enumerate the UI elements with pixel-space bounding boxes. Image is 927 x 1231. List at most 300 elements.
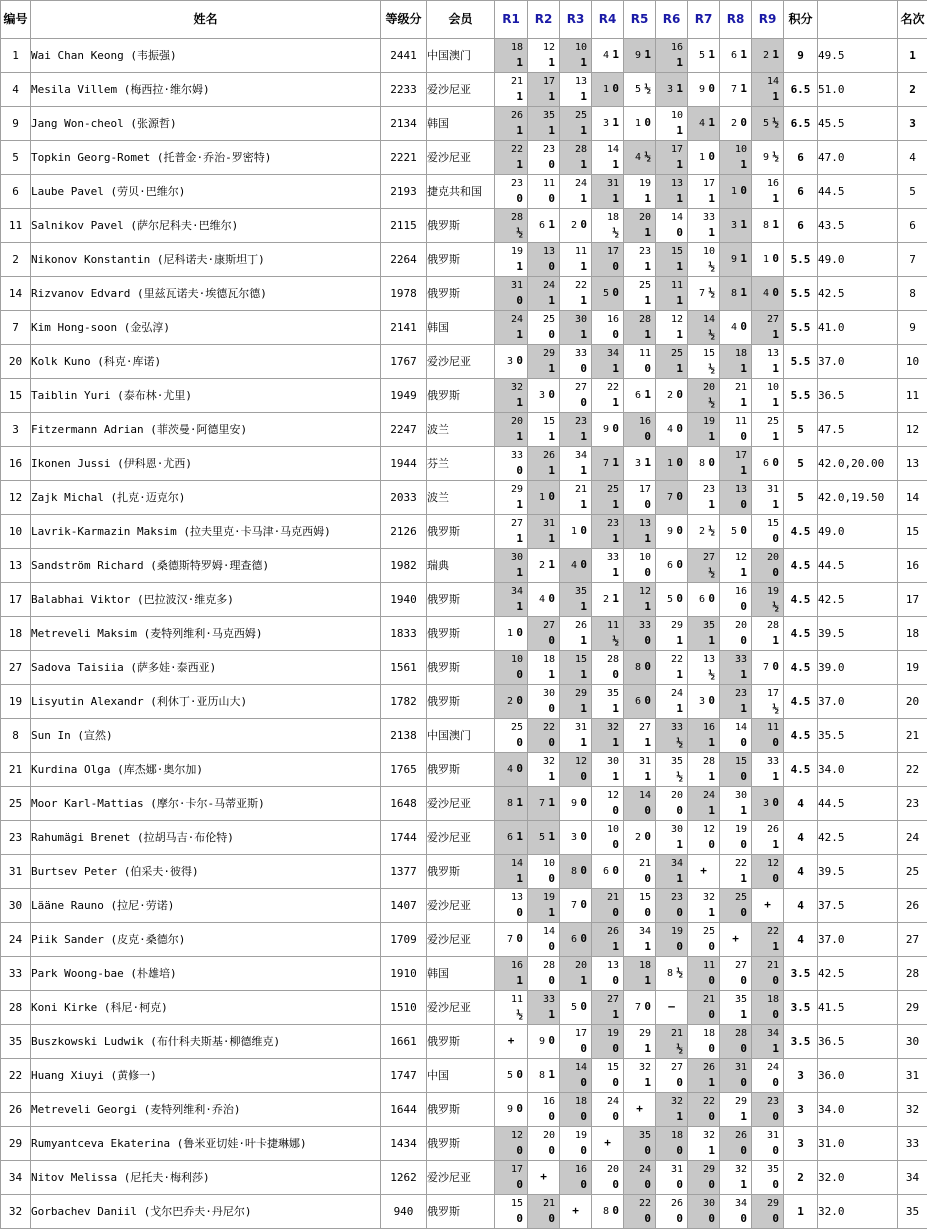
opponent-number: 15 [734, 756, 747, 767]
game-score: 1 [612, 592, 619, 605]
player-rank: 22 [898, 753, 927, 787]
round-6-result [656, 73, 688, 107]
opponent-number: 35 [734, 994, 747, 1005]
round-3-result [560, 651, 592, 685]
round-3-result [560, 447, 592, 481]
round-3-result [560, 277, 592, 311]
opponent-number: 25 [670, 348, 683, 359]
game-score: 1 [676, 702, 683, 715]
opponent-number: 6 [730, 50, 737, 61]
opponent-number: 10 [542, 858, 555, 869]
round-4-result [592, 277, 624, 311]
player-rank: 19 [898, 651, 927, 685]
opponent-number: 30 [702, 1198, 715, 1209]
round-8-result [720, 209, 752, 243]
game-score: 1 [676, 838, 683, 851]
game-score: 1 [548, 796, 555, 809]
player-tiebreak: 39.5 [818, 617, 898, 651]
round-6-result [656, 379, 688, 413]
round-9-result [752, 719, 784, 753]
round-9-result [752, 277, 784, 311]
player-federation: 俄罗斯 [427, 685, 495, 719]
player-rank: 14 [898, 481, 927, 515]
round-6-result [656, 617, 688, 651]
round-7-result [688, 481, 720, 515]
opponent-number: 27 [734, 960, 747, 971]
table-row [1, 1093, 927, 1127]
round-5-result [624, 787, 656, 821]
game-score: 0 [644, 804, 651, 817]
game-score: 1 [516, 260, 523, 273]
opponent-number: 11 [510, 994, 523, 1005]
round-3-result [560, 345, 592, 379]
opponent-number: 6 [570, 934, 577, 945]
player-number: 29 [1, 1127, 31, 1161]
game-score: 0 [612, 864, 619, 877]
player-name: Ikonen Jussi (伊科恩·尤西) [31, 447, 381, 481]
round-7-result [688, 311, 720, 345]
player-name: Salnikov Pavel (萨尔尼科夫·巴维尔) [31, 209, 381, 243]
round-2-result [528, 1161, 560, 1195]
game-score: 0 [612, 82, 619, 95]
game-score: 0 [548, 490, 555, 503]
opponent-number: 8 [602, 1206, 609, 1217]
game-score: 1 [516, 532, 523, 545]
player-federation: 韩国 [427, 957, 495, 991]
opponent-number: 12 [606, 790, 619, 801]
round-7-result [688, 107, 720, 141]
game-score: ½ [708, 260, 715, 273]
player-tiebreak: 44.5 [818, 787, 898, 821]
opponent-number: 9 [570, 798, 577, 809]
opponent-number: 3 [666, 84, 673, 95]
opponent-number: 13 [638, 518, 651, 529]
round-1-result [495, 651, 528, 685]
player-rating: 2221 [381, 141, 427, 175]
opponent-number: 9 [538, 1036, 545, 1047]
opponent-number: 3 [634, 458, 641, 469]
game-score: 0 [772, 532, 779, 545]
round-5-result [624, 73, 656, 107]
player-points: 3 [784, 1059, 818, 1093]
round-1-result [495, 1059, 528, 1093]
game-score: 0 [516, 1068, 523, 1081]
header-round-1: R1 [495, 1, 528, 39]
round-3-result [560, 243, 592, 277]
player-rank: 31 [898, 1059, 927, 1093]
player-number: 8 [1, 719, 31, 753]
table-row [1, 243, 927, 277]
game-score: 0 [644, 830, 651, 843]
game-score: 1 [580, 328, 587, 341]
round-1-result [495, 345, 528, 379]
player-rating: 1910 [381, 957, 427, 991]
player-rating: 2247 [381, 413, 427, 447]
table-row [1, 209, 927, 243]
table-row [1, 379, 927, 413]
player-tiebreak: 34.0 [818, 1093, 898, 1127]
game-score: 0 [580, 898, 587, 911]
opponent-number: 14 [606, 144, 619, 155]
round-4-result [592, 39, 624, 73]
round-4-result [592, 889, 624, 923]
round-3-result [560, 209, 592, 243]
opponent-number: 2 [602, 594, 609, 605]
player-tiebreak: 36.5 [818, 379, 898, 413]
opponent-number: 28 [638, 314, 651, 325]
game-score: 1 [516, 566, 523, 579]
player-tiebreak: 42.5 [818, 277, 898, 311]
opponent-number: 33 [510, 450, 523, 461]
round-9-result [752, 787, 784, 821]
player-name: Metreveli Maksim (麦特列维利·马克西姆) [31, 617, 381, 651]
player-rating: 1407 [381, 889, 427, 923]
round-7-result [688, 515, 720, 549]
round-7-result [688, 957, 720, 991]
round-3-result [560, 991, 592, 1025]
game-score: 1 [644, 456, 651, 469]
opponent-number: 31 [766, 484, 779, 495]
round-2-result [528, 991, 560, 1025]
game-score: 1 [708, 736, 715, 749]
player-rank: 34 [898, 1161, 927, 1195]
player-points: 4.5 [784, 651, 818, 685]
player-name: Rumyantceva Ekaterina (鲁米亚切娃·叶卡捷琳娜) [31, 1127, 381, 1161]
game-score: 0 [740, 600, 747, 613]
game-score: + [636, 1102, 643, 1115]
round-7-result [688, 855, 720, 889]
opponent-number: 32 [542, 756, 555, 767]
round-3-result [560, 379, 592, 413]
round-2-result [528, 277, 560, 311]
player-tiebreak: 49.0 [818, 515, 898, 549]
round-1-result [495, 753, 528, 787]
header-name: 姓名 [31, 1, 381, 39]
header-points: 积分 [784, 1, 818, 39]
round-6-result [656, 1127, 688, 1161]
round-2-result [528, 957, 560, 991]
player-points: 6.5 [784, 73, 818, 107]
opponent-number: 24 [638, 1164, 651, 1175]
game-score: 0 [676, 456, 683, 469]
round-5-result [624, 141, 656, 175]
opponent-number: 19 [606, 1028, 619, 1039]
game-score: 0 [548, 260, 555, 273]
opponent-number: 25 [606, 484, 619, 495]
round-4-result [592, 141, 624, 175]
player-tiebreak: 37.0 [818, 923, 898, 957]
opponent-number: 32 [510, 382, 523, 393]
player-name: Kurdina Olga (库杰娜·奥尔加) [31, 753, 381, 787]
game-score: 0 [580, 362, 587, 375]
opponent-number: 8 [666, 968, 673, 979]
round-3-result [560, 549, 592, 583]
game-score: 1 [644, 328, 651, 341]
game-score: 1 [580, 974, 587, 987]
game-score: 1 [772, 1042, 779, 1055]
round-2-result [528, 855, 560, 889]
game-score: 1 [708, 48, 715, 61]
game-score: 0 [644, 1000, 651, 1013]
player-rating: 2126 [381, 515, 427, 549]
opponent-number: 33 [734, 654, 747, 665]
opponent-number: 19 [670, 926, 683, 937]
game-score: 0 [548, 328, 555, 341]
round-2-result [528, 583, 560, 617]
round-9-result [752, 1161, 784, 1195]
game-score: 1 [548, 464, 555, 477]
round-2-result [528, 889, 560, 923]
round-8-result [720, 447, 752, 481]
opponent-number: 3 [762, 798, 769, 809]
game-score: 0 [740, 1144, 747, 1157]
player-number: 7 [1, 311, 31, 345]
game-score: 0 [740, 1042, 747, 1055]
opponent-number: 30 [670, 824, 683, 835]
game-score: 0 [708, 1212, 715, 1225]
game-score: 0 [676, 906, 683, 919]
round-7-result [688, 617, 720, 651]
opponent-number: 16 [734, 586, 747, 597]
round-1-result [495, 1195, 528, 1229]
game-score: 0 [676, 1178, 683, 1191]
round-6-result [656, 243, 688, 277]
opponent-number: 12 [702, 824, 715, 835]
opponent-number: 25 [542, 314, 555, 325]
round-6-result [656, 1025, 688, 1059]
round-4-result [592, 413, 624, 447]
player-federation: 韩国 [427, 311, 495, 345]
game-score: 0 [580, 396, 587, 409]
opponent-number: 25 [766, 416, 779, 427]
round-7-result [688, 787, 720, 821]
opponent-number: 20 [670, 790, 683, 801]
game-score: 1 [612, 736, 619, 749]
round-6-result [656, 821, 688, 855]
player-federation: 俄罗斯 [427, 515, 495, 549]
opponent-number: 2 [762, 50, 769, 61]
game-score: 0 [740, 974, 747, 987]
game-score: 1 [772, 498, 779, 511]
player-federation: 俄罗斯 [427, 583, 495, 617]
player-number: 4 [1, 73, 31, 107]
opponent-number: 7 [602, 458, 609, 469]
player-rating: 1940 [381, 583, 427, 617]
round-5-result [624, 583, 656, 617]
opponent-number: 22 [606, 382, 619, 393]
round-5-result [624, 1093, 656, 1127]
opponent-number: 9 [730, 254, 737, 265]
header-round-4: R4 [592, 1, 624, 39]
opponent-number: 29 [574, 688, 587, 699]
round-3-result [560, 1093, 592, 1127]
round-8-result [720, 73, 752, 107]
round-9-result [752, 923, 784, 957]
opponent-number: 10 [574, 42, 587, 53]
opponent-number: 30 [510, 552, 523, 563]
opponent-number: 11 [574, 246, 587, 257]
table-row [1, 515, 927, 549]
round-3-result [560, 1195, 592, 1229]
round-6-result [656, 549, 688, 583]
round-7-result [688, 1059, 720, 1093]
player-points: 4.5 [784, 719, 818, 753]
game-score: 0 [708, 1008, 715, 1021]
opponent-number: 9 [698, 84, 705, 95]
round-9-result [752, 889, 784, 923]
game-score: 1 [580, 668, 587, 681]
header-round-6: R6 [656, 1, 688, 39]
round-8-result [720, 277, 752, 311]
game-score: 0 [612, 1204, 619, 1217]
game-score: 0 [612, 1042, 619, 1055]
opponent-number: 16 [606, 314, 619, 325]
player-federation: 俄罗斯 [427, 379, 495, 413]
opponent-number: 5 [634, 84, 641, 95]
player-name: Fitzermann Adrian (菲茨曼·阿德里安) [31, 413, 381, 447]
game-score: 0 [676, 226, 683, 239]
round-1-result [495, 515, 528, 549]
player-points: 6 [784, 141, 818, 175]
round-8-result [720, 481, 752, 515]
player-tiebreak: 49.5 [818, 39, 898, 73]
game-score: 1 [740, 362, 747, 375]
player-rank: 18 [898, 617, 927, 651]
game-score: 1 [548, 668, 555, 681]
game-score: 1 [708, 192, 715, 205]
player-rank: 25 [898, 855, 927, 889]
round-5-result [624, 753, 656, 787]
game-score: 0 [516, 1212, 523, 1225]
player-name: Zajk Michal (扎克·迈克尔) [31, 481, 381, 515]
game-score: 0 [740, 320, 747, 333]
round-8-result [720, 957, 752, 991]
round-7-result [688, 821, 720, 855]
game-score: 1 [644, 600, 651, 613]
game-score: 0 [612, 260, 619, 273]
opponent-number: 23 [702, 484, 715, 495]
opponent-number: 24 [542, 280, 555, 291]
game-score: 0 [580, 1042, 587, 1055]
table-row [1, 821, 927, 855]
table-row [1, 413, 927, 447]
round-9-result [752, 243, 784, 277]
opponent-number: 3 [538, 390, 545, 401]
player-number: 3 [1, 413, 31, 447]
opponent-number: 7 [634, 1002, 641, 1013]
opponent-number: 34 [638, 926, 651, 937]
opponent-number: 22 [766, 926, 779, 937]
game-score: 0 [740, 770, 747, 783]
opponent-number: 26 [542, 450, 555, 461]
round-6-result [656, 447, 688, 481]
game-score: 1 [548, 558, 555, 571]
player-number: 13 [1, 549, 31, 583]
player-tiebreak: 43.5 [818, 209, 898, 243]
player-federation: 爱沙尼亚 [427, 991, 495, 1025]
player-tiebreak: 47.5 [818, 413, 898, 447]
game-score: 0 [772, 974, 779, 987]
round-6-result [656, 1161, 688, 1195]
player-rank: 6 [898, 209, 927, 243]
round-5-result [624, 209, 656, 243]
opponent-number: 24 [606, 1096, 619, 1107]
round-4-result [592, 855, 624, 889]
opponent-number: 14 [510, 858, 523, 869]
player-federation: 俄罗斯 [427, 1093, 495, 1127]
opponent-number: 1 [698, 152, 705, 163]
game-score: 0 [516, 294, 523, 307]
opponent-number: 21 [734, 382, 747, 393]
opponent-number: 1 [730, 186, 737, 197]
player-rating: 2033 [381, 481, 427, 515]
round-5-result [624, 855, 656, 889]
opponent-number: 15 [702, 348, 715, 359]
game-score: ½ [676, 736, 683, 749]
game-score: 1 [612, 456, 619, 469]
round-2-result [528, 1127, 560, 1161]
player-points: 4 [784, 821, 818, 855]
opponent-number: 9 [602, 424, 609, 435]
opponent-number: 15 [606, 1062, 619, 1073]
player-federation: 爱沙尼亚 [427, 73, 495, 107]
game-score: 1 [740, 1178, 747, 1191]
player-name: Nikonov Konstantin (尼科诺夫·康斯坦丁) [31, 243, 381, 277]
round-1-result [495, 889, 528, 923]
player-points: 6.5 [784, 107, 818, 141]
round-2-result [528, 549, 560, 583]
opponent-number: 1 [506, 628, 513, 639]
game-score: 1 [772, 396, 779, 409]
opponent-number: 15 [638, 892, 651, 903]
player-rank: 28 [898, 957, 927, 991]
opponent-number: 3 [570, 832, 577, 843]
round-3-result [560, 583, 592, 617]
player-rank: 9 [898, 311, 927, 345]
game-score: 1 [740, 48, 747, 61]
opponent-number: 4 [602, 50, 609, 61]
table-row [1, 311, 927, 345]
player-number: 35 [1, 1025, 31, 1059]
opponent-number: 18 [510, 42, 523, 53]
round-3-result [560, 855, 592, 889]
table-row [1, 855, 927, 889]
player-federation: 俄罗斯 [427, 277, 495, 311]
game-score: 1 [644, 736, 651, 749]
opponent-number: 15 [766, 518, 779, 529]
player-points: 5.5 [784, 243, 818, 277]
player-rank: 7 [898, 243, 927, 277]
round-7-result [688, 991, 720, 1025]
round-4-result [592, 107, 624, 141]
game-score: 0 [580, 770, 587, 783]
opponent-number: 7 [698, 288, 705, 299]
round-3-result [560, 787, 592, 821]
player-number: 32 [1, 1195, 31, 1229]
game-score: 1 [708, 906, 715, 919]
round-1-result [495, 1025, 528, 1059]
player-number: 27 [1, 651, 31, 685]
opponent-number: 27 [702, 552, 715, 563]
round-8-result [720, 311, 752, 345]
game-score: 0 [708, 456, 715, 469]
round-5-result [624, 447, 656, 481]
player-federation: 瑞典 [427, 549, 495, 583]
opponent-number: 20 [510, 416, 523, 427]
round-4-result [592, 787, 624, 821]
opponent-number: 10 [702, 246, 715, 257]
game-score: 0 [580, 1178, 587, 1191]
